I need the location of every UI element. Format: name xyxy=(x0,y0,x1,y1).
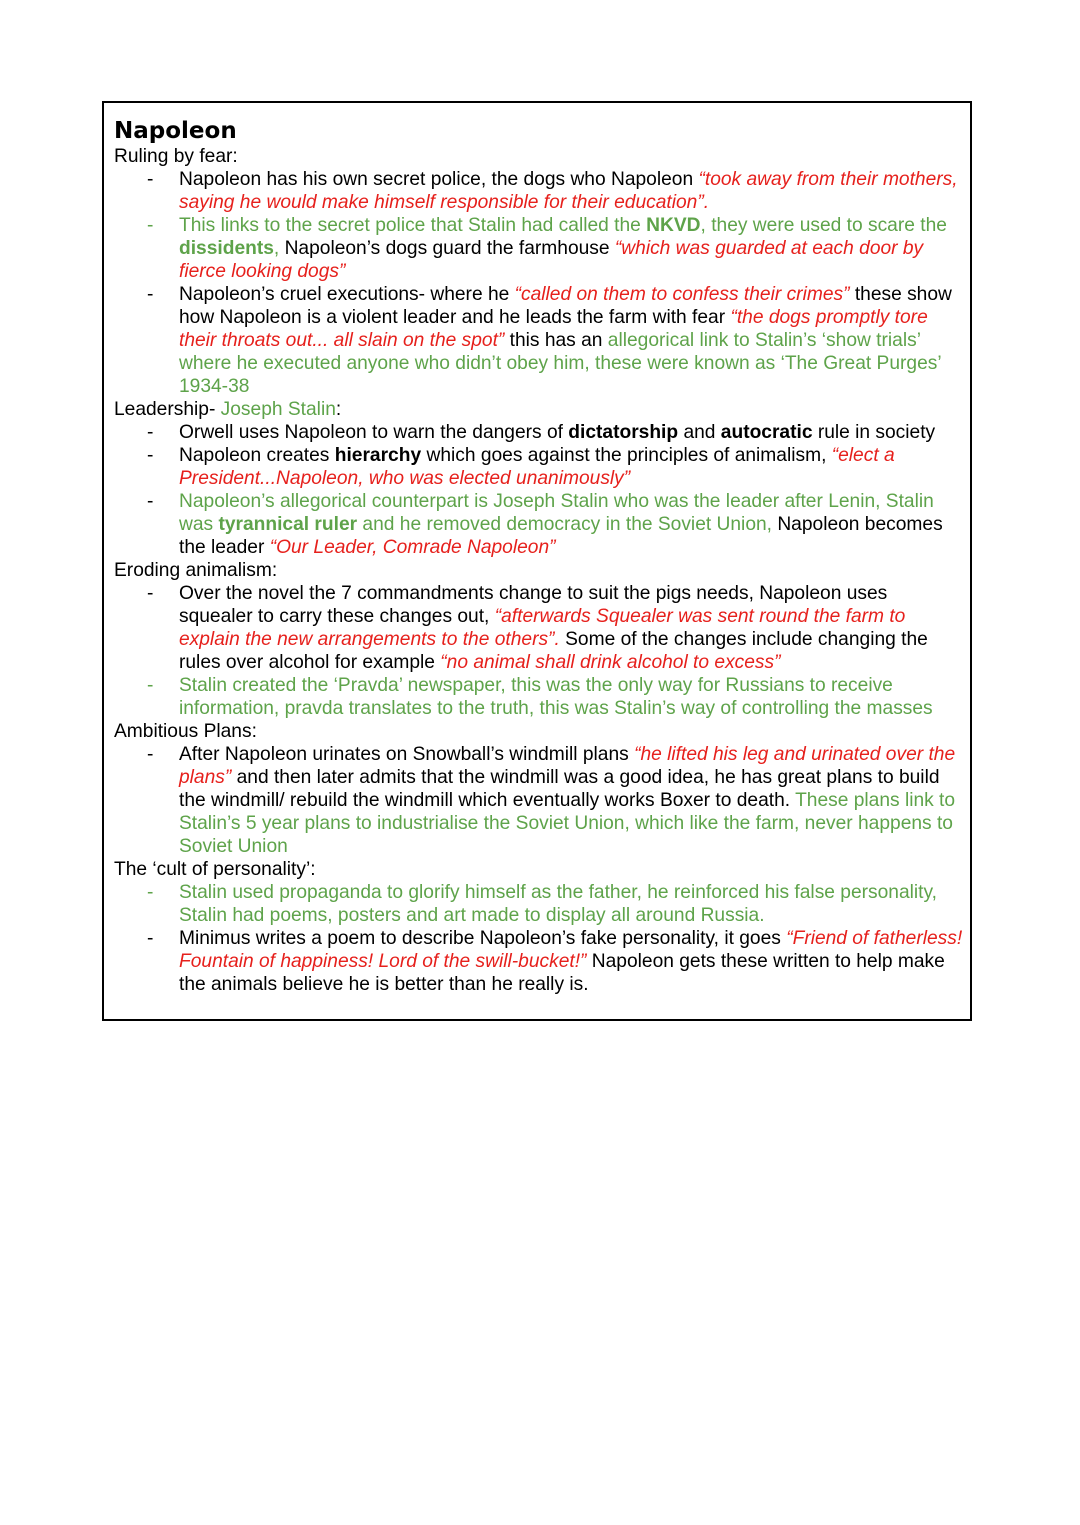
text-run: Napoleon has his own secret police, the dogs who Napoleon xyxy=(179,169,699,190)
text-run: The ‘cult of personality’: xyxy=(114,859,316,880)
text-run: “no animal shall drink alcohol to excess” xyxy=(440,652,781,673)
bullet-dash: - xyxy=(147,744,154,765)
text-run: After Napoleon urinates on Snowball’s windmill plans xyxy=(179,744,635,765)
text-run: Joseph Stalin xyxy=(220,399,336,420)
section-heading xyxy=(114,398,964,421)
text-run: Minimus writes a poem to describe Napoleon’s fake personality, it goes xyxy=(179,928,787,949)
text-run: , they were used to scare the xyxy=(700,215,947,236)
text-run: and xyxy=(678,422,721,443)
text-run: rule in society xyxy=(812,422,936,443)
text-run: Stalin used propaganda to glorify himself as the father, he reinforced his false personality, Stalin had poems, posters and art made to display all around Russia. xyxy=(179,882,937,926)
bullet-dash: - xyxy=(147,583,154,604)
bullet-dash: - xyxy=(147,675,154,696)
text-run: “took away from their mothers, saying he would make himself responsible for their education”. xyxy=(179,169,958,213)
text-run: Napoleon’s cruel executions- where he xyxy=(179,284,515,305)
bullet-list xyxy=(114,881,964,996)
bullet-item xyxy=(114,490,964,559)
text-run: and he removed democracy in the Soviet Union, xyxy=(357,514,778,535)
text-run: Stalin created the ‘Pravda’ newspaper, this was the only way for Russians to receive information, pravda translates to the truth, this was Stalin’s way of controlling the masses xyxy=(179,675,933,719)
bullet-item xyxy=(114,927,964,996)
text-run: dictatorship xyxy=(568,422,679,443)
text-run: These plans link to Stalin’s 5 year plans to industrialise the Soviet Union, which like the farm, never happens to Soviet Union xyxy=(179,790,956,857)
bullet-dash: - xyxy=(147,422,154,443)
text-run: “elect a President...Napoleon, who was elected unanimously” xyxy=(179,445,895,489)
bullet-list xyxy=(114,168,964,398)
text-run: “called on them to confess their crimes” xyxy=(514,284,850,305)
text-run: Napoleon becomes the leader xyxy=(179,514,943,558)
text-run: and then later admits that the windmill was a good idea, he has great plans to build the windmill/ rebuild the windmill which eventually works Boxer to death. xyxy=(179,767,940,811)
text-run: “Our Leader, Comrade Napoleon” xyxy=(269,537,556,558)
bullet-item xyxy=(114,674,964,720)
bullet-dash: - xyxy=(147,445,154,466)
bullet-list xyxy=(114,582,964,720)
bullet-dash: - xyxy=(147,491,154,512)
sections xyxy=(114,145,964,996)
section-heading xyxy=(114,559,964,582)
bullet-dash: - xyxy=(147,215,154,236)
text-run: “the dogs promptly tore their throats out... all slain on the spot” xyxy=(179,307,928,351)
bullet-item xyxy=(114,421,964,444)
text-run: Napoleon creates xyxy=(179,445,335,466)
text-run: “afterwards Squealer was sent round the farm to explain the new arrangements to the others”. xyxy=(179,606,906,650)
section-heading xyxy=(114,720,964,743)
bullet-dash: - xyxy=(147,882,154,903)
text-run: dissidents xyxy=(179,238,274,259)
text-run: NKVD xyxy=(646,215,701,236)
text-run: “which was guarded at each door by fierce looking dogs” xyxy=(179,238,924,282)
text-run: Ruling by fear: xyxy=(114,146,238,167)
text-run: tyrannical ruler xyxy=(218,514,358,535)
text-run: “Friend of fatherless! Fountain of happiness! Lord of the swill-bucket!” xyxy=(179,928,963,972)
text-run: Orwell uses Napoleon to warn the dangers of xyxy=(179,422,569,443)
text-run: This links to the secret police that Stalin had called the xyxy=(179,215,647,236)
bullet-item xyxy=(114,168,964,214)
bullet-dash: - xyxy=(147,169,154,190)
notes-content xyxy=(114,117,964,996)
text-run: Napoleon’s allegorical counterpart is Joseph Stalin who was the leader after Lenin, Stalin was xyxy=(179,491,934,535)
bullet-list xyxy=(114,743,964,858)
text-run: Some of the changes include changing the rules over alcohol for example xyxy=(179,629,928,673)
text-run: these show how Napoleon is a violent leader and he leads the farm with fear xyxy=(179,284,952,328)
notes-box xyxy=(102,101,972,1021)
text-run: autocratic xyxy=(720,422,813,443)
section-heading xyxy=(114,858,964,881)
section-heading xyxy=(114,145,964,168)
page-title: Napoleon xyxy=(114,118,237,144)
text-run: Eroding animalism: xyxy=(114,560,278,581)
bullet-item xyxy=(114,743,964,858)
bullet-item xyxy=(114,582,964,674)
text-run: : xyxy=(335,399,342,420)
bullet-item xyxy=(114,444,964,490)
bullet-dash: - xyxy=(147,928,154,949)
text-run: which goes against the principles of animalism, xyxy=(421,445,832,466)
bullet-dash: - xyxy=(147,284,154,305)
text-run: , xyxy=(273,238,285,259)
bullet-item xyxy=(114,881,964,927)
text-run: hierarchy xyxy=(334,445,422,466)
text-run: allegorical link to Stalin’s ‘show trials’ where he executed anyone who didn’t obey him, these were known as ‘The Great Purges’ 1934-38 xyxy=(179,330,941,397)
bullet-list xyxy=(114,421,964,559)
text-run: Over the novel the 7 commandments change to suit the pigs needs, Napoleon uses squealer to carry these changes out, xyxy=(179,583,888,627)
text-run: Ambitious Plans: xyxy=(114,721,257,742)
bullet-item xyxy=(114,214,964,283)
text-run: “he lifted his leg and urinated over the plans” xyxy=(179,744,956,788)
text-run: Leadership- xyxy=(114,399,221,420)
text-run: Napoleon gets these written to help make the animals believe he is better than he really is. xyxy=(179,951,945,995)
text-run: this has an xyxy=(504,330,608,351)
bullet-item xyxy=(114,283,964,398)
text-run: Napoleon’s dogs guard the farmhouse xyxy=(284,238,615,259)
